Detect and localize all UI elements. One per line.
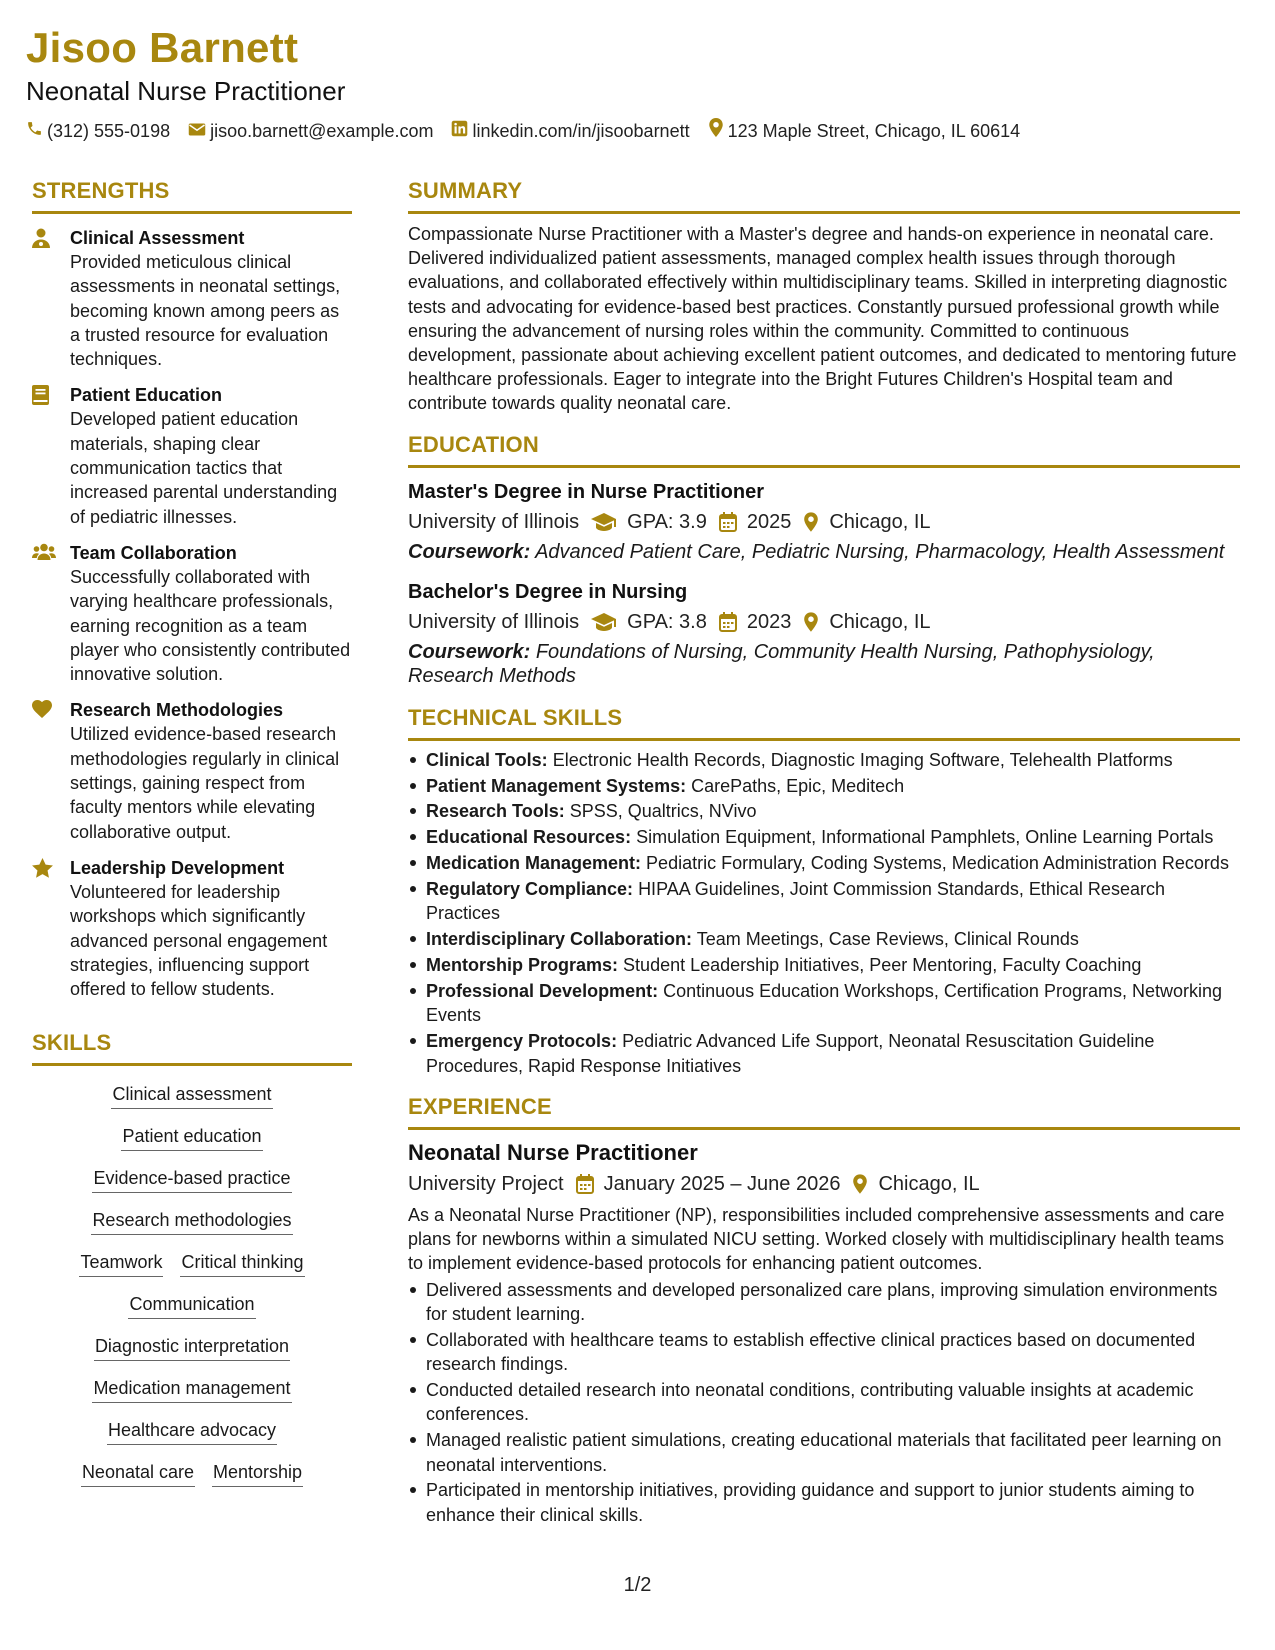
contact-phone[interactable] (26, 119, 170, 143)
experience-section (408, 1092, 1240, 1527)
skill-chip: Evidence-based practice (92, 1166, 291, 1193)
map-pin-icon (803, 512, 819, 532)
skills-list (32, 1082, 352, 1487)
tech-skill-label: Emergency Protocols: (426, 1031, 618, 1052)
education-entry (408, 478, 1240, 564)
map-pin-icon (708, 118, 728, 143)
summary-heading: SUMMARY (408, 178, 523, 203)
education-section (408, 430, 1240, 688)
experience-bullets (408, 1278, 1240, 1527)
strength-name: Research Methodologies (70, 700, 284, 721)
map-pin-icon (852, 1174, 868, 1194)
section-divider (408, 738, 1240, 741)
list-item: Delivered assessments and developed personalized care plans, improving simulation environments for student learning. (408, 1278, 1240, 1327)
strength-desc: Volunteered for leadership workshops which significantly advanced personal engagement strategies, influencing support offered to fellow students. (70, 881, 328, 1000)
education-meta (408, 507, 1240, 537)
tech-skill-value: Pediatric Advanced Life Support, Neonatal Resuscitation Guideline Procedures, Rapid Response Initiatives (426, 1031, 1155, 1076)
list-item (408, 851, 1240, 875)
list-item: Managed realistic patient simulations, creating educational materials that facilitated peer learning on neonatal interventions. (408, 1428, 1240, 1477)
linkedin-icon (451, 119, 472, 143)
tech-skill-value: Student Leadership Initiatives, Peer Mentoring, Faculty Coaching (623, 955, 1142, 976)
job-description: As a Neonatal Nurse Practitioner (NP), responsibilities included comprehensive assessments and care plans for newborns within a simulated NICU setting. Worked closely with multidisciplinary health teams to implement evidence-based protocols for enhancing patient outcomes. (408, 1204, 1225, 1274)
tech-skill-label: Educational Resources: (426, 827, 632, 848)
strength-item (32, 383, 352, 528)
tech-skill-label: Medication Management: (426, 853, 642, 874)
right-column (408, 176, 1240, 1529)
calendar-icon (719, 612, 737, 632)
candidate-title: Neonatal Nurse Practitioner (26, 76, 346, 106)
envelope-icon (188, 119, 210, 143)
section-divider (408, 1127, 1240, 1130)
skill-chip: Critical thinking (180, 1250, 304, 1277)
tech-skill-label: Regulatory Compliance: (426, 879, 634, 900)
strength-name: Leadership Development (70, 857, 285, 878)
tech-skill-value: Team Meetings, Case Reviews, Clinical Rounds (696, 929, 1079, 950)
skill-chip: Diagnostic interpretation (94, 1334, 290, 1361)
list-item (408, 799, 1240, 823)
strength-name: Team Collaboration (70, 542, 237, 563)
year-text: 2025 (746, 510, 792, 533)
linkedin-text: linkedin.com/in/jisoobarnett (472, 120, 690, 141)
strength-item (32, 698, 352, 843)
technical-skills-section (408, 703, 1240, 1078)
address-text: 123 Maple Street, Chicago, IL 60614 (727, 120, 1021, 141)
skill-chip: Teamwork (79, 1250, 163, 1277)
list-item (408, 1029, 1240, 1078)
contact-bar (26, 118, 1251, 143)
location-text: Chicago, IL (829, 510, 931, 533)
skill-chip: Patient education (121, 1124, 262, 1151)
contact-address (708, 118, 1021, 143)
book-icon (32, 385, 49, 405)
section-divider (408, 465, 1240, 468)
page-number: 1/2 (623, 1574, 652, 1596)
school-name: University of Illinois (408, 610, 580, 633)
strength-desc: Utilized evidence-based research methodologies regularly in clinical settings, gaining respect from faculty mentors while elevating collaborative output. (70, 724, 340, 842)
technical-skills-list (408, 748, 1240, 1078)
strength-item (32, 541, 352, 686)
section-divider (32, 211, 352, 214)
gpa-text: GPA: 3.8 (627, 610, 707, 633)
tech-skill-label: Interdisciplinary Collaboration: (426, 929, 693, 950)
list-item: Conducted detailed research into neonatal conditions, contributing valuable insights at academic conferences. (408, 1378, 1240, 1427)
tech-skill-label: Research Tools: (426, 801, 565, 822)
skills-section (32, 1028, 352, 1487)
email-text: jisoo.barnett@example.com (210, 120, 434, 141)
strength-item (32, 226, 352, 371)
job-title: Neonatal Nurse Practitioner (408, 1139, 698, 1165)
skill-chip: Research methodologies (91, 1208, 292, 1235)
skills-heading: SKILLS (32, 1030, 112, 1056)
tech-skill-label: Patient Management Systems: (426, 775, 687, 796)
list-item (408, 748, 1240, 772)
resume-header (26, 22, 1251, 143)
tech-skill-value: HIPAA Guidelines, Joint Commission Standards, Ethical Research Practices (426, 879, 1165, 924)
coursework-label: Coursework: (408, 640, 531, 663)
experience-meta (408, 1169, 1240, 1199)
strength-name: Clinical Assessment (70, 228, 245, 248)
calendar-icon (719, 512, 737, 532)
strength-name: Patient Education (70, 385, 223, 406)
skill-chip: Healthcare advocacy (107, 1418, 277, 1445)
users-icon (32, 543, 56, 560)
tech-skill-label: Mentorship Programs: (426, 955, 619, 976)
tech-skill-value: Electronic Health Records, Diagnostic Imaging Software, Telehealth Platforms (552, 749, 1173, 770)
list-item (408, 927, 1240, 951)
strengths-heading: STRENGTHS (32, 178, 170, 203)
contact-linkedin[interactable] (451, 119, 689, 143)
coursework-text: Foundations of Nursing, Community Health Nursing, Pathophysiology, Research Methods (408, 640, 1155, 687)
education-meta (408, 607, 1240, 637)
map-pin-icon (803, 612, 819, 632)
tech-skill-label: Clinical Tools: (426, 749, 548, 770)
graduation-cap-icon (591, 613, 617, 631)
coursework (408, 640, 1240, 688)
degree-title: Bachelor's Degree in Nursing (408, 580, 688, 603)
education-heading: EDUCATION (408, 431, 539, 457)
phone-icon (26, 119, 47, 143)
summary-text: Compassionate Nurse Practitioner with a Master's degree and hands-on experience in neonatal care. Delivered individualized patient assessments, managed complex health issues through thorough evaluations, and collaborated effectively within multidisciplinary teams. Skilled in interpreting diagnostic tests and advocating for evidence-based best practices. Constantly pursued professional growth while ensuring the advancement of nursing roles within the community. Committed to continuous development, passionate about achieving excellent patient outcomes, and dedicated to mentoring future healthcare professionals. Eager to integrate into the Bright Futures Children's Hospital team and contribute towards quality neonatal care. (408, 224, 1237, 414)
gpa-text: GPA: 3.9 (627, 510, 707, 533)
heart-icon (32, 700, 52, 718)
education-entry (408, 578, 1240, 688)
section-divider (32, 1063, 352, 1066)
skill-chip: Neonatal care (81, 1460, 195, 1487)
list-item (408, 774, 1240, 798)
location-text: Chicago, IL (829, 610, 931, 633)
list-item (408, 979, 1240, 1028)
coursework-label: Coursework: (408, 540, 531, 563)
summary-section (408, 176, 1240, 416)
section-divider (408, 211, 1240, 214)
school-name: University of Illinois (408, 510, 580, 533)
list-item (408, 953, 1240, 977)
tech-skill-value: Continuous Education Workshops, Certification Programs, Networking Events (426, 981, 1223, 1026)
skill-chip: Medication management (92, 1376, 291, 1403)
strength-desc: Successfully collaborated with varying healthcare professionals, earning recognition as a team player who consistently contributed innovative solution. (70, 566, 351, 685)
skill-chip: Clinical assessment (111, 1082, 272, 1109)
list-item (408, 825, 1240, 849)
skill-chip: Communication (128, 1292, 255, 1319)
strength-desc: Developed patient education materials, shaping clear communication tactics that increased parental understanding of pediatric illnesses. (70, 409, 338, 527)
coursework-text: Advanced Patient Care, Pediatric Nursing, Pharmacology, Health Assessment (535, 540, 1225, 563)
year-text: 2023 (746, 610, 792, 633)
date-range: January 2025 – June 2026 (603, 1172, 841, 1195)
list-item: Participated in mentorship initiatives, providing guidance and support to junior students aiming to enhance their clinical skills. (408, 1478, 1240, 1527)
calendar-icon (576, 1174, 594, 1194)
list-item: Collaborated with healthcare teams to establish effective clinical practices based on documented research findings. (408, 1328, 1240, 1377)
location-text: Chicago, IL (878, 1172, 980, 1195)
star-icon (32, 858, 53, 878)
organization-name: University Project (408, 1172, 564, 1195)
list-item (408, 877, 1240, 926)
contact-email[interactable] (188, 119, 433, 143)
degree-title: Master's Degree in Nurse Practitioner (408, 480, 764, 503)
tech-skill-value: SPSS, Qualtrics, NVivo (569, 801, 757, 822)
phone-text: (312) 555-0198 (47, 120, 171, 141)
graduation-cap-icon (591, 513, 617, 531)
tech-skill-value: Simulation Equipment, Informational Pamphlets, Online Learning Portals (636, 827, 1214, 848)
strengths-section (32, 176, 352, 1001)
strength-desc: Provided meticulous clinical assessments in neonatal settings, becoming known among peers as a trusted resource for evaluation techniques. (70, 252, 341, 370)
tech-skill-value: CarePaths, Epic, Meditech (691, 775, 905, 796)
skill-chip: Mentorship (212, 1460, 303, 1487)
doctor-icon (32, 228, 50, 248)
strength-item (32, 856, 352, 1001)
tech-skill-value: Pediatric Formulary, Coding Systems, Medication Administration Records (646, 853, 1229, 874)
experience-heading: EXPERIENCE (408, 1093, 552, 1119)
tech-skill-label: Professional Development: (426, 981, 659, 1002)
technical-skills-heading: TECHNICAL SKILLS (408, 704, 623, 730)
coursework (408, 540, 1240, 564)
left-column (32, 176, 352, 1487)
candidate-name: Jisoo Barnett (26, 24, 299, 71)
